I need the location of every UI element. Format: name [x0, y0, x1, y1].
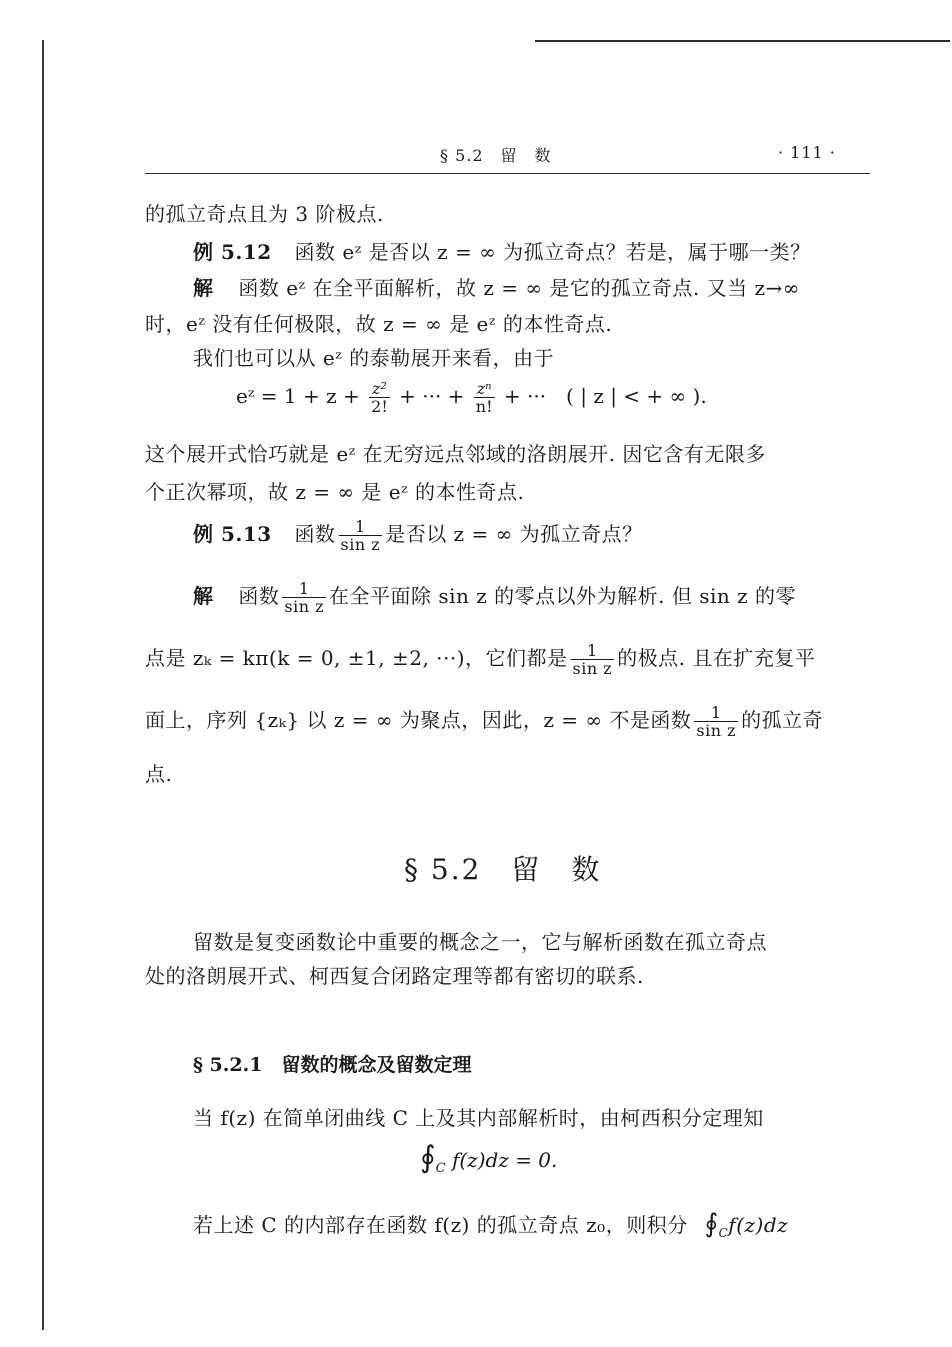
fraction-1-over-sinz: $\frac{1}{\text{sin z}}$: [284, 579, 325, 616]
solution-label: 解: [193, 276, 214, 300]
solution-label: 解: [193, 584, 214, 608]
fraction-1-over-sinz: $\frac{1}{\text{sin z}}$: [340, 517, 381, 554]
running-header-title: § 5.2 留 数: [440, 146, 552, 165]
cauchy-integral-equation: [420, 1140, 557, 1176]
text-line-5: 我们也可以从 eᶻ 的泰勒展开来看，由于: [193, 346, 555, 370]
example-text: 函数: [294, 522, 336, 546]
text-line-4: 时，eᶻ 没有任何极限，故 z = ∞ 是 eᶻ 的本性奇点.: [145, 312, 613, 336]
contour-label: C: [435, 1161, 446, 1176]
solution-text: 在全平面除 sin z 的零点以外为解析. 但 sin z 的零: [329, 584, 797, 608]
contour-integral-symbol: ∮: [420, 1140, 436, 1175]
text-part: 的孤立奇: [741, 708, 824, 732]
text-line-11: [145, 642, 815, 677]
text-line-7: 这个展开式恰巧就是 eᶻ 在无穷远点邻域的洛朗展开. 因它含有无限多: [145, 442, 766, 466]
example-text: 函数 eᶻ 是否以 z = ∞ 为孤立奇点？若是，属于哪一类？: [294, 240, 811, 264]
example-5-12: [193, 238, 811, 266]
solution-1: [193, 274, 800, 302]
text-part: f(z)dz: [728, 1213, 789, 1237]
text-line-1: 的孤立奇点且为 3 阶极点.: [145, 202, 384, 226]
subsection-line-1: 当 f(z) 在简单闭曲线 C 上及其内部解析时，由柯西积分定理知: [193, 1106, 764, 1130]
subsection-line-3: [193, 1210, 788, 1247]
example-text: 是否以 z = ∞ 为孤立奇点？: [385, 522, 643, 546]
fraction-1-over-sinz: $\frac{1}{\text{sin z}}$: [696, 703, 737, 740]
text-part: 点是 zₖ = kπ(k = 0, ±1, ±2, ···)，它们都是: [145, 646, 568, 670]
text-line-8: 个正次幂项，故 z = ∞ 是 eᶻ 的本性奇点.: [145, 480, 525, 504]
example-5-13: [193, 518, 643, 553]
eq-body: f(z)dz = 0.: [451, 1148, 558, 1172]
example-label: 例 5.12: [193, 240, 272, 264]
text-part: 的极点. 且在扩充复平: [617, 646, 816, 670]
eq-part: + ··· ( | z | < + ∞ ).: [503, 384, 707, 408]
section-paragraph-line-2: 处的洛朗展开式、柯西复合闭路定理等都有密切的联系.: [145, 964, 644, 988]
text-line-12: [145, 704, 823, 739]
page-number: · 111 ·: [778, 143, 836, 162]
fraction-z2-over-2fact: $\frac{\text{z²}}{2!}$: [371, 379, 388, 416]
contour-integral-symbol: ∮: [704, 1209, 719, 1239]
solution-2: [193, 580, 796, 615]
top-rule: [535, 40, 950, 42]
example-label: 例 5.13: [193, 522, 272, 546]
header-rule: [145, 173, 870, 174]
text-part: 面上，序列 {zₖ} 以 z = ∞ 为聚点，因此，z = ∞ 不是函数: [145, 708, 692, 732]
contour-label: C: [718, 1226, 729, 1240]
section-heading: § 5.2 留 数: [404, 853, 602, 886]
taylor-expansion-equation: [236, 380, 707, 415]
text-part: 若上述 C 的内部存在函数 f(z) 的孤立奇点 z₀，则积分: [193, 1213, 688, 1237]
subsection-heading: § 5.2.1 留数的概念及留数定理: [193, 1054, 472, 1076]
solution-text: 函数 eᶻ 在全平面解析，故 z = ∞ 是它的孤立奇点. 又当 z→∞: [238, 276, 800, 300]
page-binding-edge: [42, 40, 44, 1330]
text-line-13: 点.: [145, 762, 173, 786]
eq-part: eᶻ = 1 + z +: [236, 384, 360, 408]
fraction-zn-over-nfact: $\frac{\text{zⁿ}}{n!}$: [475, 379, 493, 416]
eq-part: + ··· +: [399, 384, 465, 408]
solution-text: 函数: [238, 584, 280, 608]
section-paragraph-line-1: 留数是复变函数论中重要的概念之一，它与解析函数在孤立奇点: [193, 930, 767, 954]
fraction-1-over-sinz: $\frac{1}{\text{sin z}}$: [572, 641, 613, 678]
